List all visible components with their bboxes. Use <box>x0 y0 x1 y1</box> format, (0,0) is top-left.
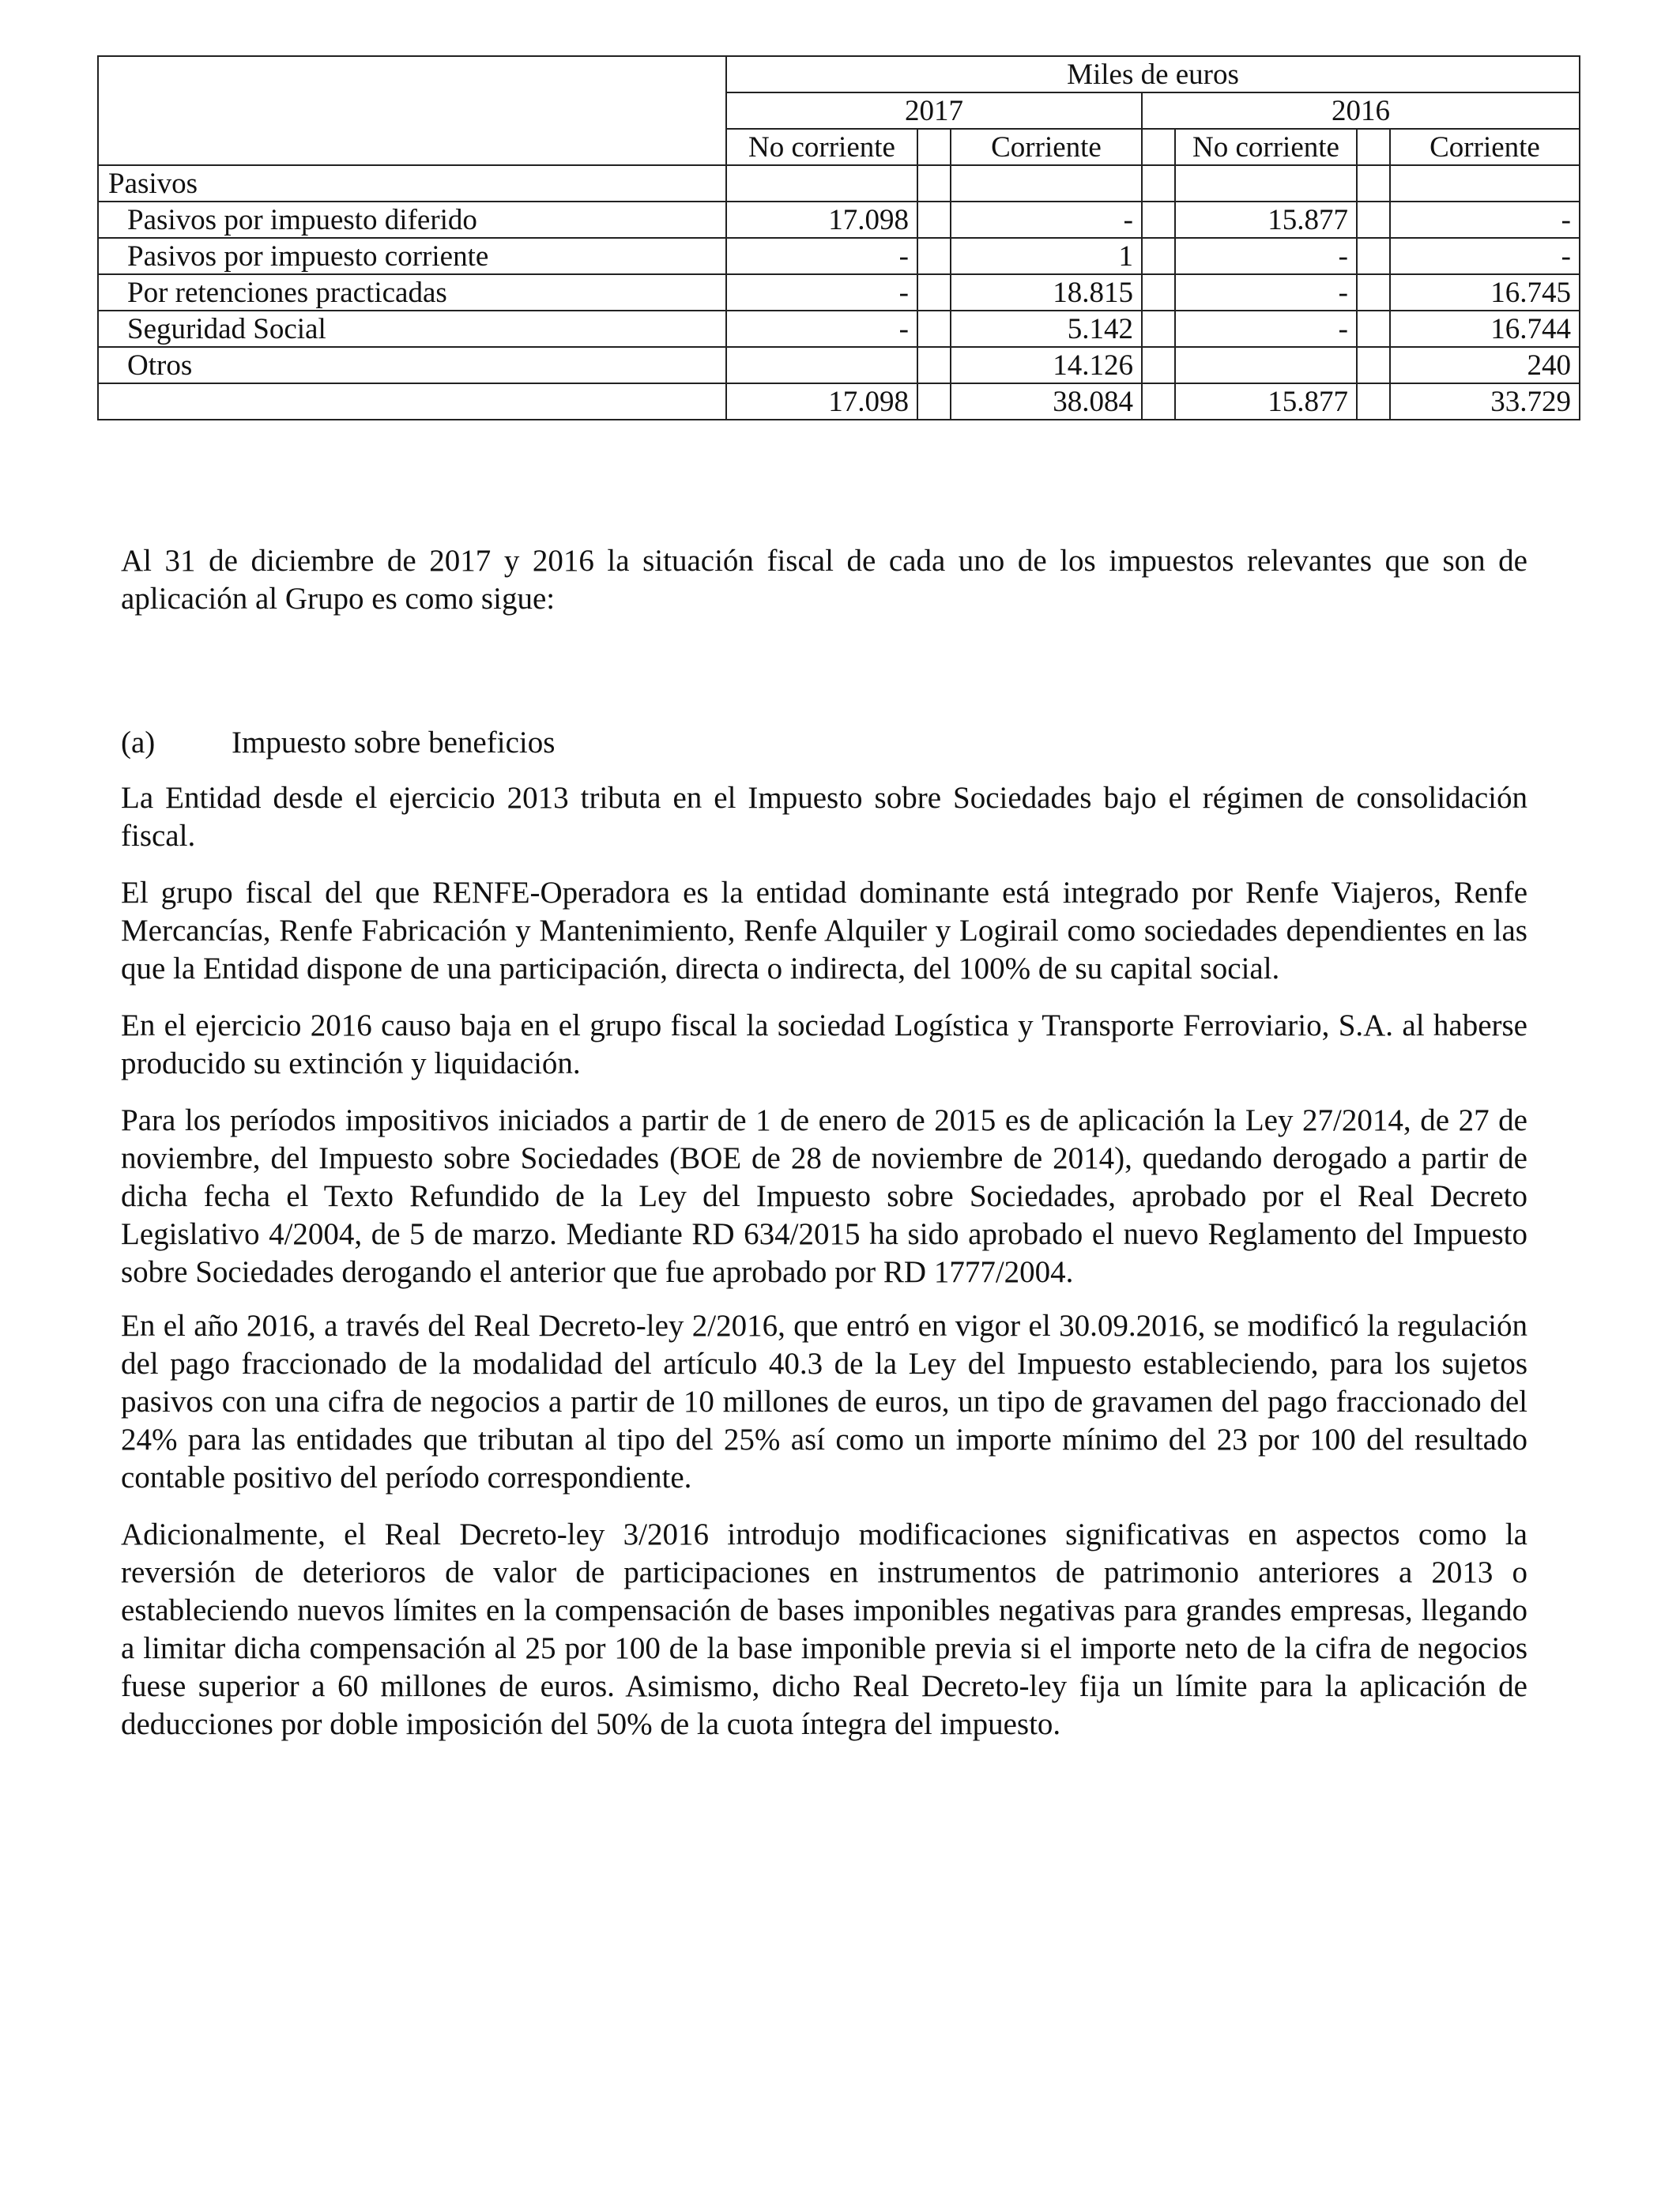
cell-value: 16.744 <box>1390 311 1580 347</box>
cell-value: 15.877 <box>1175 202 1357 238</box>
section-title: Impuesto sobre beneficios <box>232 726 556 760</box>
cell-value: - <box>1175 311 1357 347</box>
table-row <box>98 274 1580 311</box>
col-header: Corriente <box>951 129 1142 165</box>
cell-value: - <box>1390 238 1580 274</box>
col-header: No corriente <box>1175 129 1357 165</box>
table-row <box>98 347 1580 383</box>
row-label: Pasivos por impuesto corriente <box>98 238 726 274</box>
unit-header: Miles de euros <box>726 56 1580 92</box>
row-label: Otros <box>98 347 726 383</box>
cell-value: 1 <box>951 238 1142 274</box>
cell-value: - <box>726 311 917 347</box>
total-value: 17.098 <box>726 383 917 420</box>
cell-value: - <box>726 274 917 311</box>
total-value: 15.877 <box>1175 383 1357 420</box>
paragraph: Adicionalmente, el Real Decreto-ley 3/2016 introdujo modificaciones significativas en aspectos como la reversión de deterioros de valor de participaciones en instrumentos de patrimonio anteriores a 2013 o estableciendo nuevos límites en la compensación de bases imponibles negativas para grandes empresas, llegando a limitar dicha compensación al 25 por 100 de la base imponible previa si el importe neto de la cifra de negocios fuese superior a 60 millones de euros. Asimismo, dicho Real Decreto-ley fija un límite para la aplicación de deducciones por doble imposición del 50% de la cuota íntegra del impuesto. <box>121 1517 1527 1741</box>
cell-value: 18.815 <box>951 274 1142 311</box>
total-value: 33.729 <box>1390 383 1580 420</box>
cell-value: 16.745 <box>1390 274 1580 311</box>
cell-value: - <box>1175 274 1357 311</box>
cell-value: - <box>726 238 917 274</box>
row-label: Seguridad Social <box>98 311 726 347</box>
tax-liabilities-table <box>97 55 1580 420</box>
cell-value: 5.142 <box>951 311 1142 347</box>
paragraph: La Entidad desde el ejercicio 2013 tributa en el Impuesto sobre Sociedades bajo el régimen de consolidación fiscal. <box>121 781 1527 853</box>
section-label: Pasivos <box>98 165 726 202</box>
intro-paragraph: Al 31 de diciembre de 2017 y 2016 la situación fiscal de cada uno de los impuestos relevantes que son de aplicación al Grupo es como sigue: <box>121 544 1527 616</box>
year-header-2016: 2016 <box>1142 92 1580 129</box>
table-header-row <box>98 56 1580 92</box>
cell-value <box>726 347 917 383</box>
paragraph: El grupo fiscal del que RENFE-Operadora es la entidad dominante está integrado por Renfe Viajeros, Renfe Mercancías, Renfe Fabricación y Mantenimiento, Renfe Alquiler y Logirail como sociedades dependientes en las que la Entidad dispone de una participación, directa o indirecta, del 100% de su capital social. <box>121 876 1527 986</box>
cell-value: - <box>1390 202 1580 238</box>
cell-value: 17.098 <box>726 202 917 238</box>
section-a-heading <box>121 724 1527 762</box>
cell-value: 14.126 <box>951 347 1142 383</box>
cell-value: - <box>1175 238 1357 274</box>
paragraph: En el año 2016, a través del Real Decreto-ley 2/2016, que entró en vigor el 30.09.2016, se modificó la regulación del pago fraccionado de la modalidad del artículo 40.3 de la Ley del Impuesto estableciendo, para los sujetos pasivos con una cifra de negocios a partir de 10 millones de euros, un tipo de gravamen del pago fraccionado del 24% para las entidades que tributan al tipo del 25% así como un importe mínimo del 23 por 100 del resultado contable positivo del período correspondiente. <box>121 1309 1527 1495</box>
table-row <box>98 202 1580 238</box>
year-header-2017: 2017 <box>726 92 1142 129</box>
row-label: Por retenciones practicadas <box>98 274 726 311</box>
cell-value: - <box>951 202 1142 238</box>
table-row <box>98 311 1580 347</box>
cell-value <box>1175 347 1357 383</box>
cell-value: 240 <box>1390 347 1580 383</box>
col-header: Corriente <box>1390 129 1580 165</box>
row-label: Pasivos por impuesto diferido <box>98 202 726 238</box>
total-value: 38.084 <box>951 383 1142 420</box>
paragraph: En el ejercicio 2016 causo baja en el grupo fiscal la sociedad Logística y Transporte Ferroviario, S.A. al haberse producido su extinción y liquidación. <box>121 1008 1527 1080</box>
col-header: No corriente <box>726 129 917 165</box>
table-section-row <box>98 165 1580 202</box>
section-marker: (a) <box>121 726 156 760</box>
table-row <box>98 238 1580 274</box>
table-corner-cell <box>98 56 726 165</box>
paragraph: Para los períodos impositivos iniciados a partir de 1 de enero de 2015 es de aplicación la Ley 27/2014, de 27 de noviembre, del Impuesto sobre Sociedades (BOE de 28 de noviembre de 2014), quedando derogado a partir de dicha fecha el Texto Refundido de la Ley del Impuesto sobre Sociedades, aprobado por el Real Decreto Legislativo 4/2004, de 5 de marzo. Mediante RD 634/2015 ha sido aprobado el nuevo Reglamento del Impuesto sobre Sociedades derogando el anterior que fue aprobado por RD 1777/2004. <box>121 1103 1527 1289</box>
table-total-row <box>98 383 1580 420</box>
